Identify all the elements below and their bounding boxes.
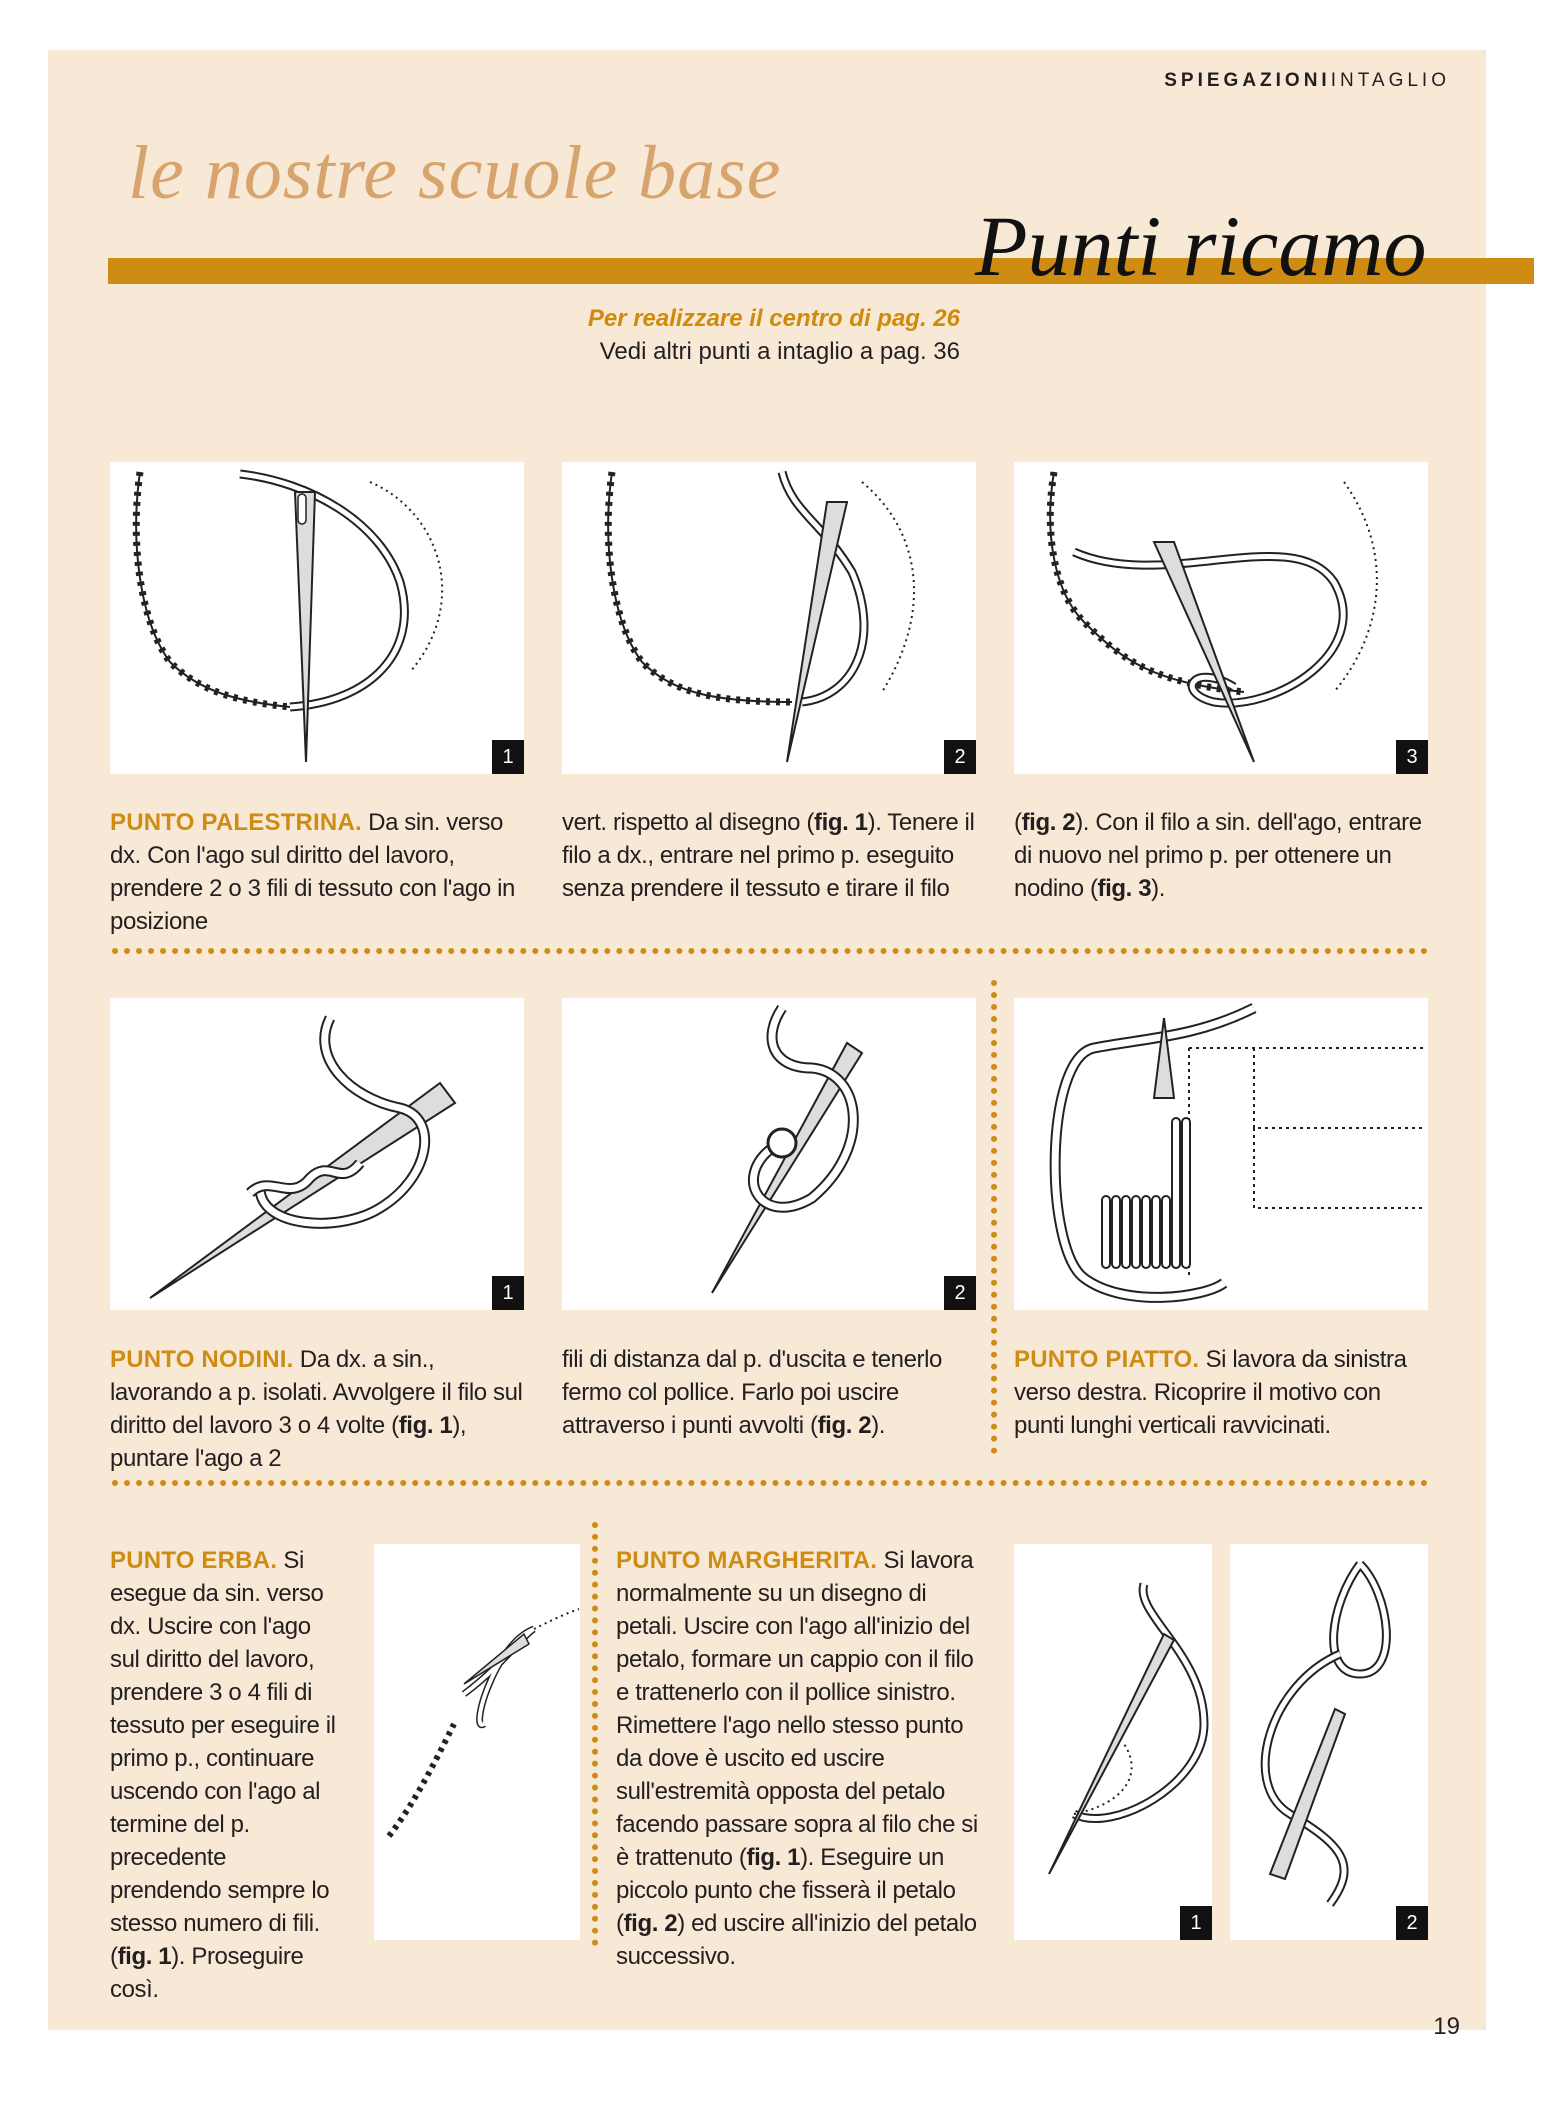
fig-ref: fig. 1: [814, 809, 868, 836]
palestrina-figure-3: [1014, 462, 1428, 774]
figure-number: 1: [492, 740, 524, 774]
erba-body-b: ). Proseguire così.: [110, 1943, 304, 2003]
section-header: [1164, 70, 1450, 92]
margherita-figure-2: [1230, 1544, 1428, 1940]
nodini-text-col1: [110, 1343, 524, 1475]
intro-highlight: Per realizzare il centro di pag. 26: [587, 305, 960, 332]
page-number: 19: [1433, 2013, 1460, 2040]
figure-number: 1: [492, 1276, 524, 1310]
piatto-drawing: [1014, 998, 1428, 1310]
figure-number: 2: [1396, 1906, 1428, 1940]
margherita-heading: PUNTO MARGHERITA.: [616, 1547, 878, 1574]
margherita-drawing-1: [1014, 1544, 1212, 1940]
nodini-body-1a: Da dx. a sin., lavorando a p. isolati. Avvolgere il filo sul diritto del lavoro 3 o 4 volte (: [110, 1346, 523, 1439]
palestrina-body-2b: ). Tenere il filo a dx., entrare nel primo p. eseguito senza prendere il tessuto e tirare il filo: [562, 809, 975, 902]
fig-ref: fig. 1: [398, 1412, 453, 1439]
margherita-text: [616, 1544, 978, 1973]
fig-ref: fig. 1: [746, 1844, 801, 1871]
nodini-heading: PUNTO NODINI.: [110, 1346, 294, 1373]
palestrina-body-3c: ).: [1151, 875, 1166, 902]
margherita-body-b: ). Eseguire un piccolo punto che fisserà il petalo (: [616, 1844, 956, 1937]
figure-number: 1: [1180, 1906, 1212, 1940]
margherita-body-a: Si lavora normalmente su un disegno di petali. Uscire con l'ago all'inizio del petalo, formare un cappio con il filo e trattenerlo con il pollice sinistro. Rimettere l'ago nello stesso punto da dove è uscito ed uscire sull'estremità opposta del petalo facendo passare sopra al filo che si è trattenuto (: [616, 1547, 978, 1871]
palestrina-text-col1: [110, 806, 524, 938]
margherita-drawing-2: [1230, 1544, 1428, 1940]
palestrina-body-2a: vert. rispetto al disegno (: [562, 809, 814, 836]
section-sublabel: INTAGLIO: [1330, 70, 1450, 91]
intro-note: Vedi altri punti a intaglio a pag. 36: [599, 338, 960, 365]
section-label: SPIEGAZIONI: [1164, 70, 1331, 91]
fig-ref: fig. 2: [1021, 809, 1076, 836]
fig-ref: fig. 3: [1097, 875, 1152, 902]
palestrina-text-col2: [562, 806, 976, 905]
nodini-figure-1: [110, 998, 524, 1310]
intro: [440, 302, 960, 368]
dotted-divider: [112, 948, 1428, 954]
palestrina-heading: PUNTO PALESTRINA.: [110, 809, 362, 836]
dotted-divider-vertical: [991, 980, 997, 1454]
erba-drawing: [374, 1544, 580, 1940]
nodini-body-1b: ), puntare l'ago a 2: [110, 1412, 467, 1472]
piatto-heading: PUNTO PIATTO.: [1014, 1346, 1200, 1373]
palestrina-body-3a: (: [1014, 809, 1022, 836]
erba-heading: PUNTO ERBA.: [110, 1547, 278, 1574]
palestrina-figure-1: [110, 462, 524, 774]
palestrina-drawing-2: [562, 462, 976, 774]
nodini-drawing-2: [562, 998, 976, 1310]
dotted-divider-vertical: [592, 1522, 598, 1946]
palestrina-body-3b: ). Con il filo a sin. dell'ago, entrare di nuovo nel primo p. per ottenere un nodino (: [1014, 809, 1422, 902]
nodini-body-2a: fili di distanza dal p. d'uscita e tenerlo fermo col pollice. Farlo poi uscire attraverso i punti avvolti (: [562, 1346, 943, 1439]
figure-number: 2: [944, 740, 976, 774]
nodini-text-col2: [562, 1343, 976, 1442]
piatto-text: [1014, 1343, 1428, 1442]
erba-figure: [374, 1544, 580, 1940]
dotted-divider: [112, 1480, 1428, 1486]
erba-text: [110, 1544, 342, 2006]
figure-number: 2: [944, 1276, 976, 1310]
piatto-figure: [1014, 998, 1428, 1310]
palestrina-drawing-1: [110, 462, 524, 774]
margherita-figure-1: [1014, 1544, 1212, 1940]
fig-ref: fig. 2: [623, 1910, 678, 1937]
palestrina-body-1: Da sin. verso dx. Con l'ago sul diritto del lavoro, prendere 2 o 3 fili di tessuto con l'ago in posizione: [110, 809, 515, 935]
nodini-body-2b: ).: [871, 1412, 886, 1439]
figure-number: 3: [1396, 740, 1428, 774]
palestrina-text-col3: [1014, 806, 1428, 905]
piatto-body: Si lavora da sinistra verso destra. Ricoprire il motivo con punti lunghi verticali ravvicinati.: [1014, 1346, 1407, 1439]
fig-ref: fig. 2: [817, 1412, 872, 1439]
nodini-figure-2: [562, 998, 976, 1310]
erba-body-a: Si esegue da sin. verso dx. Uscire con l'ago sul diritto del lavoro, prendere 3 o 4 fili di tessuto per eseguire il primo p., continuare uscendo con l'ago al termine del p. precedente prendendo sempre lo stesso numero di fili. (: [110, 1547, 336, 1970]
nodini-drawing-1: [110, 998, 524, 1310]
fig-ref: fig. 1: [117, 1943, 172, 1970]
palestrina-figure-2: [562, 462, 976, 774]
page-title: Punti ricamo: [975, 198, 1427, 294]
series-kicker: le nostre scuole base: [128, 131, 782, 215]
palestrina-drawing-3: [1014, 462, 1428, 774]
margherita-body-c: ) ed uscire all'inizio del petalo successivo.: [616, 1910, 977, 1970]
